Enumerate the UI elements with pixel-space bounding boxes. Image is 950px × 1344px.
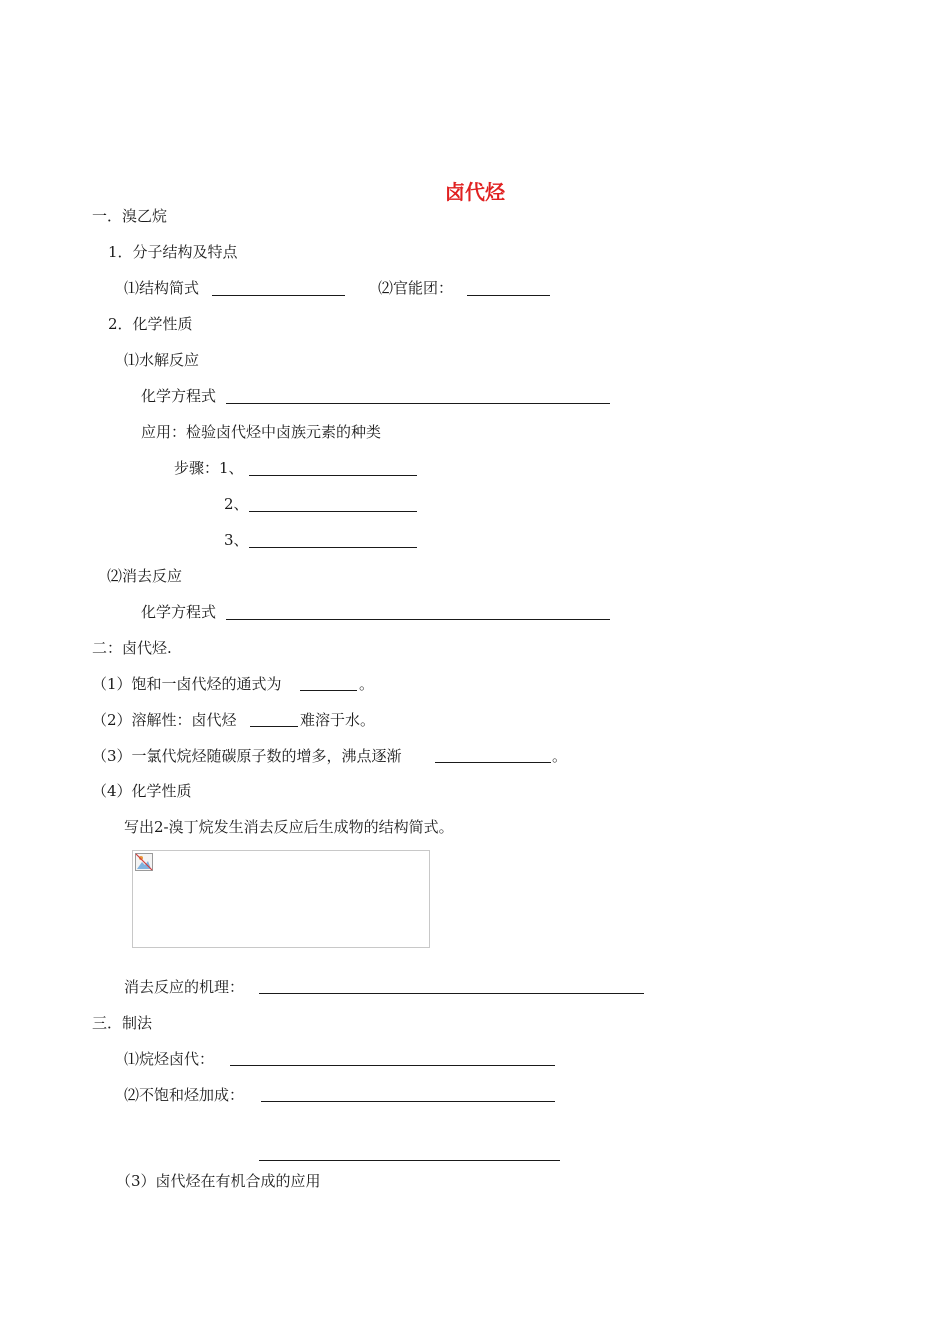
structure-formula-blank[interactable] xyxy=(212,295,345,296)
subsection-1-2: 2．化学性质 xyxy=(108,315,193,333)
boiling-point-text: （3）一氯代烷烃随碳原子数的增多，沸点逐渐 xyxy=(92,747,402,765)
unsaturated-addition-blank-2[interactable] xyxy=(259,1160,560,1161)
unsaturated-addition-label: ⑵不饱和烃加成： xyxy=(124,1086,245,1104)
subsection-1-1: 1．分子结构及特点 xyxy=(108,243,238,261)
step-1-blank[interactable] xyxy=(249,475,417,476)
structure-formula-label: ⑴结构简式 xyxy=(124,279,200,297)
mechanism-label: 消去反应的机理： xyxy=(124,978,245,996)
section-2-heading: 二：卤代烃. xyxy=(92,639,172,657)
elimination-equation-label: 化学方程式 xyxy=(141,603,217,621)
step-2-blank[interactable] xyxy=(249,511,417,512)
application-text: 应用：检验卤代烃中卤族元素的种类 xyxy=(141,423,382,441)
boiling-point-blank[interactable] xyxy=(435,762,551,763)
step-3-blank[interactable] xyxy=(249,547,417,548)
functional-group-blank[interactable] xyxy=(467,295,550,296)
general-formula-text: （1）饱和一卤代烃的通式为 xyxy=(92,675,282,693)
solubility-text: （2）溶解性：卤代烃 xyxy=(92,711,237,729)
mechanism-blank[interactable] xyxy=(259,993,644,994)
hydrolysis-equation-label: 化学方程式 xyxy=(141,387,217,405)
section-3-heading: 三．制法 xyxy=(92,1014,153,1032)
solubility-blank[interactable] xyxy=(250,726,298,727)
alkane-halogenation-blank[interactable] xyxy=(230,1065,555,1066)
page-title: 卤代烃 xyxy=(445,180,505,204)
step-3-label: 3、 xyxy=(224,531,249,549)
general-formula-end: 。 xyxy=(359,675,375,693)
elimination-heading: ⑵消去反应 xyxy=(107,567,183,585)
elimination-equation-blank[interactable] xyxy=(226,619,610,620)
step-2-label: 2、 xyxy=(224,495,249,513)
organic-synthesis-heading: （3）卤代烃在有机合成的应用 xyxy=(116,1172,321,1190)
step-1-label: 步骤：1、 xyxy=(174,459,244,477)
alkane-halogenation-label: ⑴烷烃卤代： xyxy=(124,1050,215,1068)
chemical-properties-heading: （4）化学性质 xyxy=(92,782,192,800)
boiling-point-end: 。 xyxy=(552,747,568,765)
solubility-end: 难溶于水。 xyxy=(300,711,376,729)
exercise-prompt: 写出2-溴丁烷发生消去反应后生成物的结构简式。 xyxy=(124,818,454,836)
unsaturated-addition-blank[interactable] xyxy=(261,1101,555,1102)
functional-group-label: ⑵官能团： xyxy=(378,279,454,297)
hydrolysis-equation-blank[interactable] xyxy=(226,403,610,404)
answer-image-placeholder xyxy=(132,850,430,948)
broken-image-icon xyxy=(135,853,153,871)
general-formula-blank[interactable] xyxy=(300,690,357,691)
hydrolysis-heading: ⑴水解反应 xyxy=(124,351,200,369)
section-1-heading: 一．溴乙烷 xyxy=(92,207,168,225)
